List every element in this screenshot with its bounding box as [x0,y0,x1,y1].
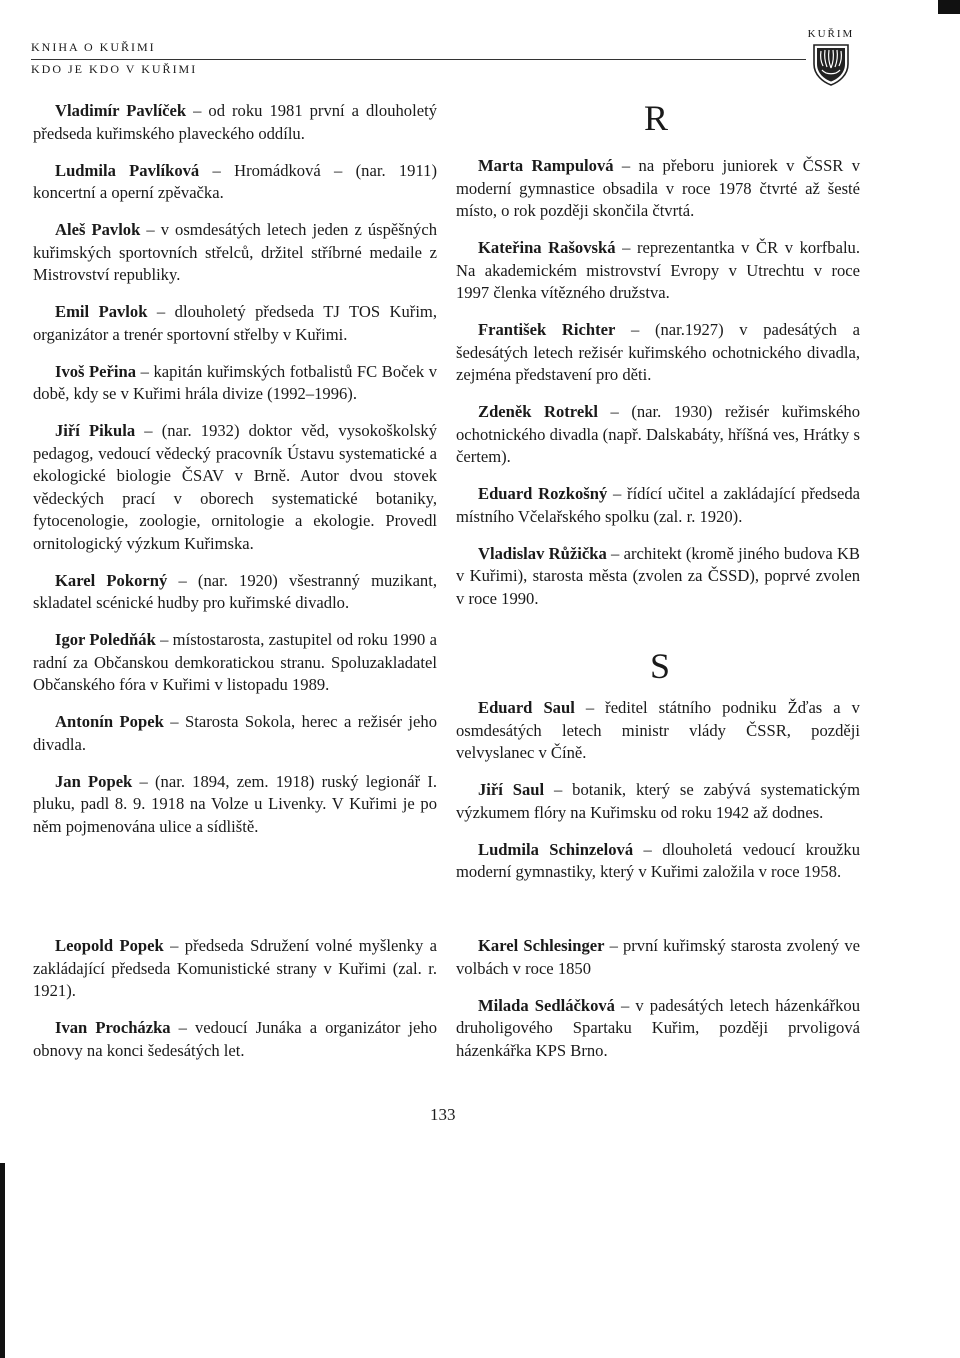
entry-name: Jiří Saul [478,780,545,799]
entry-name: Jan Popek [55,771,133,791]
entry [33,711,437,756]
entry-name: Karel Pokorný [55,570,168,590]
entry [33,420,437,555]
entry-text: – od roku 1981 první a dlouholetý předseda kuřimského plaveckého oddílu. [33,101,437,143]
entry-text: – dlouholetá vedoucí kroužku moderní gymnastiky, který v Kuřimi založila v roce 1958. [456,839,860,881]
entry-text: – architekt (kromě jiného budova KB v Kuřimi), starosta města (zvolen za ČSSD), poprvé zvolen v roce 1990. [456,543,861,608]
entry-name: Eduard Saul [478,698,575,717]
entry [456,779,860,824]
entry-name: Ivoš Peřina [55,361,137,381]
entry-name: Ludmila Schinzelová [478,839,634,859]
entry-text: – reprezentantka v ČR v korfbalu. Na akademickém mistrovství Evropy v Utrechtu v roce 1997 členka vítězného družstva. [456,238,861,302]
entry [33,935,437,1003]
entry-name: Ludmila Pavlíková [55,160,200,180]
entry-name: Aleš Pavlok [55,220,141,239]
entry [456,839,860,884]
entry-name: Milada Sedláčková [478,995,615,1015]
entry [33,301,437,346]
letter-heading-s: S [650,646,671,686]
entry-text: – místostarosta, zastupitel od roku 1990 a radní za Občanskou demkoratickou stranu. Spoluzakladatel Občanského fóra v Kuřimi v listopadu 1989. [33,630,437,694]
entry [456,697,860,765]
entry [33,570,437,615]
entry [456,935,860,980]
entry [456,995,860,1063]
entry-name: Marta Rampulová [478,156,614,175]
entry [33,361,437,406]
book-title: KNIHA O KUŘIMI [31,40,156,54]
entry-name: Jiří Pikula [55,421,136,440]
entry-text: – v osmdesátých letech jeden z úspěšných kuřimských sportovních střelců, držitel stříbrné medaile z Mistrovství republiky. [33,220,437,284]
letter-heading-r: R [644,98,669,138]
entry-text: – (nar. 1932) doktor věd, vysokoškolský pedagog, vedoucí vědecký pracovník Ústavu systematické a ekologické biologie ČSAV v Brně. Autor dvou stovek vědeckých prací v oborech systematické botaniky, fytocenologie, zoologie, ornitologie a ekologie. Provedl ornitologický výzkum Kuřimska. [33,421,437,553]
entry [456,237,860,305]
entry-text: – na přeboru juniorek v ČSSR v moderní gymnastice obsadila v roce 1978 čtvrté až šesté místo, o rok později skončila čtvrtá. [456,156,861,220]
entry [456,543,860,611]
entry [456,483,860,528]
entry-name: Zdeněk Rotrekl [478,402,599,421]
page-number: 133 [430,1105,456,1124]
entry [456,319,860,387]
left-column-bottom [33,935,437,1077]
entry [33,1017,437,1062]
entry-text: – (nar. 1894, zem. 1918) ruský legionář I. pluku, padl 8. 9. 1918 na Volze u Livenky. V Kuřimi je po něm pojmenována ulice a sídliště. [33,771,437,836]
entry [33,771,437,839]
right-column-s [456,697,860,898]
logo-text: KUŘIM [807,28,855,40]
entry-text: – první kuřimský starosta zvolený ve volbách v roce 1850 [456,936,860,978]
entry [33,219,437,287]
entry-text: – vedoucí Junáka a organizátor jeho obnovy na konci šedesátých let. [33,1018,437,1060]
scan-corner-mark [938,0,960,14]
right-column-r [456,155,860,625]
entry-name: František Richter [478,320,616,339]
entry-text: – botanik, který se zabývá systematickým výzkumem flóry na Kuřimsku od roku 1942 až dodnes. [456,780,860,822]
kurim-coat-of-arms-icon [811,42,851,86]
entry [33,629,437,697]
entry-text: – řídící učitel a zakládající předseda místního Včelařského spolku (zal. r. 1920). [456,484,860,526]
entry-name: Ivan Procházka [55,1018,171,1037]
right-column-bottom [456,935,860,1077]
entry-text: – Hromádková – (nar. 1911) koncertní a operní zpěvačka. [33,160,437,202]
scan-edge-mark [0,1163,5,1358]
entry-text: – (nar. 1920) všestranný muzikant, skladatel scénické hudby pro kuřimské divadlo. [33,570,437,612]
entry [33,100,437,145]
entry [456,155,860,223]
entry-text: – (nar. 1930) režisér kuřimského ochotnického divadla (např. Dalskabáty, hříšná ves, Hrátky s čertem). [456,402,860,466]
entry-text: – Starosta Sokola, herec a režisér jeho divadla. [33,712,437,754]
entry-text: – předseda Sdružení volné myšlenky a zakládající předseda Komunistické strany v Kuřimi (zal. r. 1921). [33,936,438,1000]
entry-name: Vladimír Pavlíček [55,101,187,120]
left-column [33,100,437,853]
entry-name: Emil Pavlok [55,302,148,321]
entry-name: Vladislav Růžička [478,543,607,563]
header-rule [31,59,806,60]
entry-text: – dlouholetý předseda TJ TOS Kuřim, organizátor a trenér sportovní střelby v Kuřimi. [33,302,437,344]
entry-name: Kateřina Rašovská [478,238,616,257]
entry-name: Leopold Popek [55,936,164,955]
entry-name: Karel Schlesinger [478,936,605,955]
entry [33,160,437,205]
entry-name: Eduard Rozkošný [478,484,608,503]
entry-text: – ředitel státního podniku Žďas a v osmdesátých letech ministr vlády ČSSR, později velvyslanec v Číně. [456,698,860,762]
chapter-title: KDO JE KDO V KUŘIMI [31,62,198,76]
entry [456,401,860,469]
entry-text: – kapitán kuřimských fotbalistů FC Boček v době, kdy se v Kuřimi hrála divize (1992–1996). [33,361,437,403]
entry-name: Igor Poledňák [55,630,156,649]
entry-text: – v padesátých letech házenkářkou druholigového Spartaku Kuřim, později prvoligová házenkářka KPS Brno. [456,995,860,1060]
entry-name: Antonín Popek [55,712,164,731]
kurim-logo [805,28,857,86]
entry-text: – (nar.1927) v padesátých a šedesátých letech režisér kuřimského ochotnického divadla, zejména představení pro děti. [456,320,860,384]
